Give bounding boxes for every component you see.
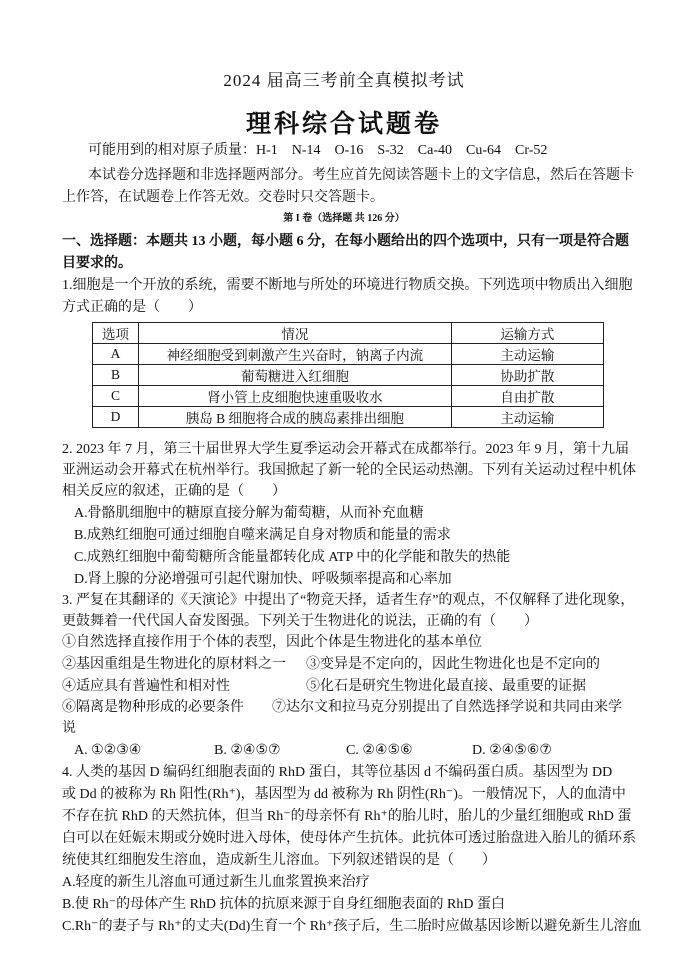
q2-stem-line-3: 相关反应的叙述，正确的是（ ） <box>62 484 286 499</box>
q3-item-6: ⑥隔离是物种形成的必要条件 <box>62 700 244 715</box>
q2-option-a: A.骨骼肌细胞中的糖原直接分解为葡萄糖，从而补充血糖 <box>74 506 424 521</box>
q3-choice-b: B. ②④⑤⑦ <box>214 743 281 758</box>
table-cell: 胰岛 B 细胞将合成的胰岛素排出细胞 <box>139 407 452 428</box>
q3-item-2: ②基因重组是生物进化的原材料之一 <box>62 657 286 672</box>
atomic-masses: 可能用到的相对原子质量：H-1 N-14 O-16 S-32 Ca-40 Cu-64 Cr-52 <box>88 143 548 158</box>
q4-stem-line-5: 统使其红细胞发生溶血，造成新生儿溶血。下列叙述错误的是（ ） <box>62 853 496 868</box>
table-row <box>93 365 604 386</box>
table-cell: 肾小管上皮细胞快速重吸收水 <box>139 386 452 407</box>
part-title: 第 I 卷（选择题 共 126 分） <box>283 213 405 224</box>
table-cell: D <box>93 407 139 428</box>
q2-option-d: D.肾上腺的分泌增强可引起代谢加快、呼吸频率提高和心率加 <box>74 572 452 587</box>
table-header-cell: 运输方式 <box>451 323 603 344</box>
q2-stem-line-1: 2. 2023 年 7 月，第三十届世界大学生夏季运动会开幕式在成都举行。2023 年 9 月，第十九届 <box>62 442 629 457</box>
q3-item-1: ①自然选择直接作用于个体的表型，因此个体是生物进化的基本单位 <box>62 635 482 650</box>
section-heading-line-2: 目要求的。 <box>62 256 132 271</box>
q4-stem-line-4: 白可以在妊娠末期或分娩时进入母体，使母体产生抗体。此抗体可透过胎盘进入胎儿的循环系 <box>62 831 636 846</box>
table-header-cell: 情况 <box>139 323 452 344</box>
intro-line-2: 上作答，在试题卷上作答无效。交卷时只交答题卡。 <box>62 190 384 205</box>
table-cell: A <box>93 344 139 365</box>
table-cell: 主动运输 <box>451 407 603 428</box>
q1-options-table <box>92 322 604 428</box>
q2-option-b: B.成熟红细胞可通过细胞自噬来满足自身对物质和能量的需求 <box>74 528 451 543</box>
table-cell: 协助扩散 <box>451 365 603 386</box>
table-row <box>93 407 604 428</box>
q4-stem-line-2: 或 Dd 的被称为 Rh 阳性(Rh⁺)，基因型为 dd 被称为 Rh 阴性(Rh⁻)。一般情况下，人的血清中 <box>62 787 626 802</box>
q1-stem-line-2: 方式正确的是（ ） <box>62 300 202 315</box>
q4-option-c: C.Rh⁻的妻子与 Rh⁺的丈夫(Dd)生育一个 Rh⁺孩子后，生二胎时应做基因诊断以避免新生儿溶血 <box>62 919 642 934</box>
section-heading-line-1: 一、选择题：本题共 13 小题，每小题 6 分，在每小题给出的四个选项中，只有一项是符合题 <box>62 234 629 249</box>
table-cell: 神经细胞受到刺激产生兴奋时，钠离子内流 <box>139 344 452 365</box>
table-cell: 葡萄糖进入红细胞 <box>139 365 452 386</box>
table-cell: 主动运输 <box>451 344 603 365</box>
q3-stem-line-2: 更鼓舞着一代代国人奋发图强。下列关于生物进化的说法，正确的有（ ） <box>62 614 538 629</box>
q1-stem-line-1: 1.细胞是一个开放的系统，需要不断地与所处的环境进行物质交换。下列选项中物质出入细胞 <box>62 278 633 293</box>
exam-title: 2024 届高三考前全真模拟考试 <box>223 71 465 90</box>
q4-option-a: A.轻度的新生儿溶血可通过新生儿血浆置换来治疗 <box>62 875 370 890</box>
q3-item-4: ④适应具有普遍性和相对性 <box>62 679 230 694</box>
table-row <box>93 386 604 407</box>
q3-item-3: ③变异是不定向的，因此生物进化也是不定向的 <box>306 657 600 672</box>
table-cell: C <box>93 386 139 407</box>
q3-choice-c: C. ②④⑤⑥ <box>346 743 413 758</box>
q3-item-7-continued: 说 <box>62 721 76 736</box>
table-cell: 自由扩散 <box>451 386 603 407</box>
q2-option-c: C.成熟红细胞中葡萄糖所含能量都转化成 ATP 中的化学能和散失的热能 <box>74 550 511 565</box>
q3-choice-d: D. ②④⑤⑥⑦ <box>472 743 552 758</box>
intro-line-1: 本试卷分选择题和非选择题两部分。考生应首先阅读答题卡上的文字信息，然后在答题卡 <box>88 168 634 183</box>
q3-item-7: ⑦达尔文和拉马克分别提出了自然选择学说和共同由来学 <box>272 700 622 715</box>
q4-stem-line-3: 不存在抗 RhD 的天然抗体，但当 Rh⁻的母亲怀有 Rh⁺的胎儿时，胎儿的少量红细胞或 RhD 蛋 <box>62 809 632 824</box>
table-cell: B <box>93 365 139 386</box>
q2-stem-line-2: 亚洲运动会开幕式在杭州举行。我国掀起了新一轮的全民运动热潮。下列有关运动过程中机体 <box>62 463 636 478</box>
table-row <box>93 344 604 365</box>
table-header-row <box>93 323 604 344</box>
table-header-cell: 选项 <box>93 323 139 344</box>
q4-option-b: B.使 Rh⁻的母体产生 RhD 抗体的抗原来源于自身红细胞表面的 RhD 蛋白 <box>62 897 505 912</box>
q4-stem-line-1: 4. 人类的基因 D 编码红细胞表面的 RhD 蛋白，其等位基因 d 不编码蛋白质。基因型为 DD <box>62 765 613 780</box>
paper-title: 理科综合试题卷 <box>245 109 442 138</box>
q3-item-5: ⑤化石是研究生物进化最直接、最重要的证据 <box>306 679 586 694</box>
q3-choice-a: A. ①②③④ <box>74 743 142 758</box>
q3-stem-line-1: 3. 严复在其翻译的《天演论》中提出了“物竞天择，适者生存”的观点，不仅解释了进化现象， <box>62 593 635 608</box>
